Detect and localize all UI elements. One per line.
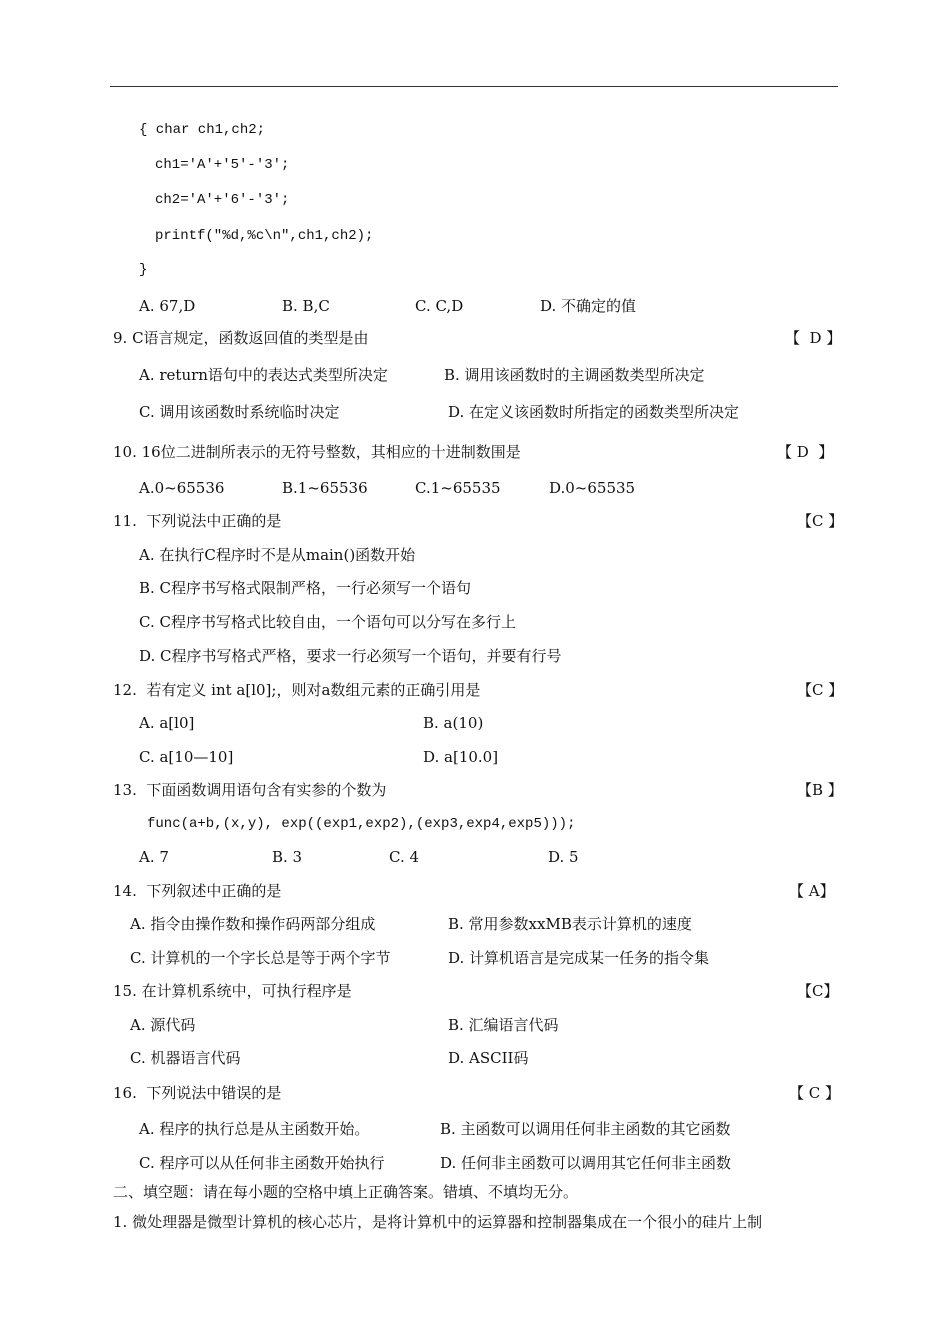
q11-option-a: A. 在执行C程序时不是从main()函数开始 [139, 546, 416, 564]
q16-option-b: B. 主函数可以调用任何非主函数的其它函数 [440, 1120, 731, 1138]
q13-option-b: B. 3 [272, 848, 303, 866]
q16-stem: 16. 下列说法中错误的是 [113, 1084, 282, 1102]
q9-option-c: C. 调用该函数时系统临时决定 [139, 403, 340, 421]
q13-option-a: A. 7 [139, 848, 169, 866]
q8-option-c: C. C,D [415, 297, 464, 315]
q11-option-d: D. C程序书写格式严格，要求一行必须写一个语句，并要有行号 [139, 647, 562, 665]
q13-code: func(a+b,(x,y), exp((exp1,exp2),(exp3,exp4,exp5))); [147, 816, 576, 832]
q16-option-c: C. 程序可以从任何非主函数开始执行 [139, 1154, 385, 1172]
q15-option-b: B. 汇编语言代码 [448, 1016, 559, 1034]
code-line-5: } [139, 262, 148, 278]
q15-option-d: D. ASCII码 [448, 1049, 529, 1067]
section2-heading: 二、填空题：请在每小题的空格中填上正确答案。错填、不填均无分。 [113, 1183, 579, 1201]
q15-answer: 【C】 [797, 982, 839, 1000]
q13-option-c: C. 4 [389, 848, 420, 866]
q12-option-b: B. a(10) [423, 714, 484, 732]
q13-answer: 【B 】 [797, 781, 843, 799]
q10-stem: 10. 16位二进制所表示的无符号整数，其相应的十进制数围是 [113, 443, 521, 461]
q11-answer: 【C 】 [797, 512, 844, 530]
code-line-2: ch1='A'+'5'-'3'; [155, 157, 290, 173]
header-rule [110, 86, 838, 87]
q12-option-c: C. a[10—10] [139, 748, 234, 766]
q16-answer: 【 C 】 [789, 1084, 841, 1102]
q9-option-a: A. return语句中的表达式类型所决定 [139, 366, 388, 384]
q9-option-b: B. 调用该函数时的主调函数类型所决定 [444, 366, 705, 384]
q10-option-a: A.0~65536 [139, 479, 225, 497]
q15-option-a: A. 源代码 [130, 1016, 196, 1034]
q14-option-d: D. 计算机语言是完成某一任务的指令集 [448, 949, 710, 967]
q14-option-a: A. 指令由操作数和操作码两部分组成 [130, 915, 376, 933]
q10-option-d: D.0~65535 [549, 479, 636, 497]
q12-stem: 12. 若有定义 int a[l0];，则对a数组元素的正确引用是 [113, 681, 481, 699]
q9-answer: 【 D 】 [785, 329, 842, 347]
code-line-4: printf("%d,%c\n",ch1,ch2); [155, 228, 374, 244]
q14-stem: 14. 下列叙述中正确的是 [113, 882, 282, 900]
q16-option-a: A. 程序的执行总是从主函数开始。 [139, 1120, 370, 1138]
q12-answer: 【C 】 [797, 681, 844, 699]
q12-option-d: D. a[10.0] [423, 748, 499, 766]
q11-option-b: B. C程序书写格式限制严格，一行必须写一个语句 [139, 579, 472, 597]
q8-option-d: D. 不确定的值 [540, 297, 637, 315]
q10-answer: 【 D 】 [777, 443, 834, 461]
q10-option-b: B.1~65536 [282, 479, 368, 497]
q10-option-c: C.1~65535 [415, 479, 501, 497]
code-line-3: ch2='A'+'6'-'3'; [155, 192, 290, 208]
q9-option-d: D. 在定义该函数时所指定的函数类型所决定 [448, 403, 740, 421]
q8-option-b: B. B,C [282, 297, 330, 315]
q14-option-c: C. 计算机的一个字长总是等于两个字节 [130, 949, 391, 967]
q15-stem: 15. 在计算机系统中，可执行程序是 [113, 982, 352, 1000]
q9-stem: 9. C语言规定，函数返回值的类型是由 [113, 329, 369, 347]
q14-answer: 【 A】 [789, 882, 835, 900]
section2-q1: 1. 微处理器是微型计算机的核心芯片，是将计算机中的运算器和控制器集成在一个很小的硅片上制 [113, 1213, 763, 1231]
code-line-1: { char ch1,ch2; [139, 122, 266, 138]
q13-option-d: D. 5 [548, 848, 579, 866]
q12-option-a: A. a[l0] [139, 714, 195, 732]
q14-option-b: B. 常用参数xxMB表示计算机的速度 [448, 915, 692, 933]
q11-option-c: C. C程序书写格式比较自由，一个语句可以分写在多行上 [139, 613, 516, 631]
q13-stem: 13. 下面函数调用语句含有实参的个数为 [113, 781, 387, 799]
q11-stem: 11. 下列说法中正确的是 [113, 512, 282, 530]
q16-option-d: D. 任何非主函数可以调用其它任何非主函数 [440, 1154, 732, 1172]
q8-option-a: A. 67,D [139, 297, 196, 315]
q15-option-c: C. 机器语言代码 [130, 1049, 241, 1067]
